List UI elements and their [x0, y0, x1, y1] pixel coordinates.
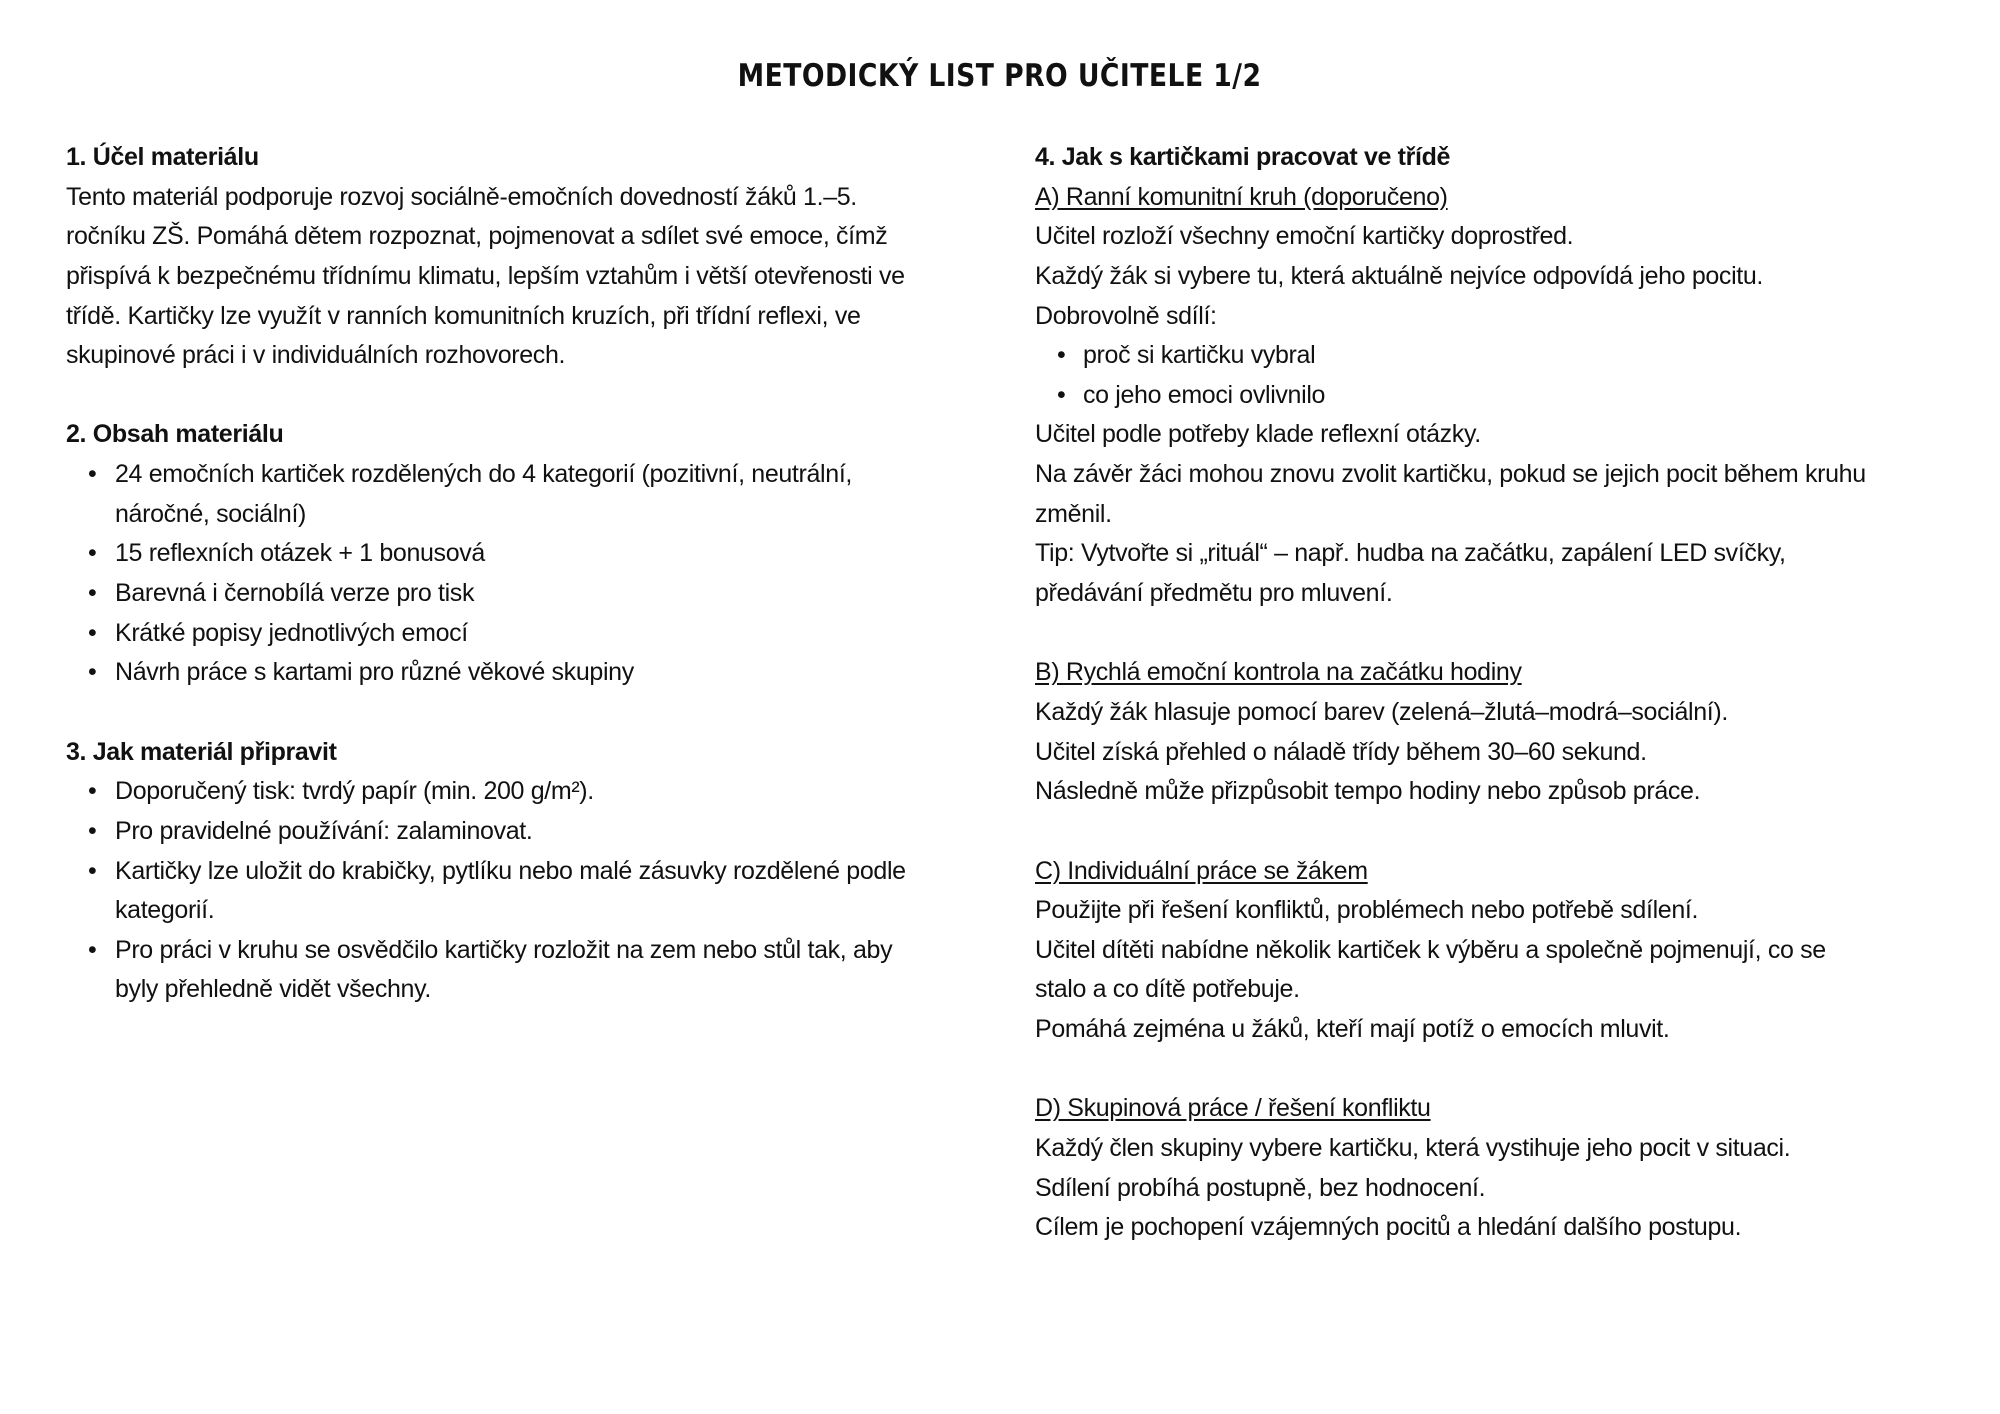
spacer	[1035, 1050, 1975, 1090]
list-item	[66, 534, 986, 574]
paragraph-line: Pomáhá zejména u žáků, kteří mají potíž o emocích mluvit.	[1035, 1015, 1670, 1044]
list-item	[66, 852, 986, 892]
paragraph-line: Sdílení probíhá postupně, bez hodnocení.	[1035, 1173, 1486, 1202]
list-item-text: Kartičky lze uložit do krabičky, pytlíku nebo malé zásuvky rozdělené podle	[115, 856, 906, 885]
paragraph-line: změnil.	[1035, 499, 1112, 528]
spacer	[1035, 614, 1975, 654]
subheading-d: D) Skupinová práce / řešení konfliktu	[1035, 1094, 1431, 1123]
list-item-text: Pro práci v kruhu se osvědčilo kartičky rozložit na zem nebo stůl tak, aby	[115, 935, 893, 964]
list-item	[66, 614, 986, 654]
list-item-text: co jeho emoci ovlivnilo	[1083, 380, 1326, 409]
left-column	[66, 138, 986, 1010]
tip-line: předávání předmětu pro mluvení.	[1035, 579, 1393, 608]
spacer	[1035, 812, 1975, 852]
bullet-icon: •	[88, 579, 97, 608]
list-item-continuation: byly přehledně vidět všechny.	[115, 975, 431, 1004]
paragraph-line: Dobrovolně sdílí:	[1035, 301, 1217, 330]
bullet-icon: •	[1057, 380, 1066, 409]
paragraph-line: Učitel podle potřeby klade reflexní otázky.	[1035, 420, 1481, 449]
subheading-b: B) Rychlá emoční kontrola na začátku hodiny	[1035, 658, 1522, 687]
paragraph-line: třídě. Kartičky lze využít v ranních komunitních kruzích, při třídní reflexi, ve	[66, 301, 861, 330]
paragraph-line: Každý žák hlasuje pomocí barev (zelená–žlutá–modrá–sociální).	[1035, 697, 1728, 726]
section-heading-purpose: 1. Účel materiálu	[66, 143, 259, 171]
list-item-text: Krátké popisy jednotlivých emocí	[115, 618, 468, 647]
paragraph-line: Na závěr žáci mohou znovu zvolit kartičku, pokud se jejich pocit během kruhu	[1035, 460, 1866, 489]
list-item-text: 15 reflexních otázek + 1 bonusová	[115, 539, 485, 568]
list-item-text: Návrh práce s kartami pro různé věkové skupiny	[115, 658, 634, 687]
bullet-icon: •	[88, 460, 97, 489]
paragraph-line: přispívá k bezpečnému třídnímu klimatu, lepším vztahům i větší otevřenosti ve	[66, 261, 905, 290]
list-item-continuation: náročné, sociální)	[115, 499, 307, 528]
paragraph-line: ročníku ZŠ. Pomáhá dětem rozpoznat, pojmenovat a sdílet své emoce, čímž	[66, 222, 888, 251]
paragraph-line: stalo a co dítě potřebuje.	[1035, 975, 1300, 1004]
subheading-c: C) Individuální práce se žákem	[1035, 856, 1368, 885]
list-item-text: proč si kartičku vybral	[1083, 341, 1316, 370]
list-item-text: 24 emočních kartiček rozdělených do 4 kategorií (pozitivní, neutrální,	[115, 460, 853, 489]
list-item-text: Doporučený tisk: tvrdý papír (min. 200 g/m²).	[115, 777, 594, 806]
list-item-text: Barevná i černobílá verze pro tisk	[115, 579, 475, 608]
right-column	[1035, 138, 1975, 1248]
section-heading-classroom: 4. Jak s kartičkami pracovat ve třídě	[1035, 143, 1451, 171]
page-title-text: METODICKÝ LIST PRO UČITELE 1/2	[738, 58, 1262, 94]
list-item	[1035, 336, 1975, 376]
list-item	[66, 931, 986, 971]
list-item	[1035, 376, 1975, 416]
bullet-icon: •	[88, 935, 97, 964]
list-item-text: Pro pravidelné používání: zalaminovat.	[115, 816, 533, 845]
list-item	[66, 812, 986, 852]
paragraph-line: Cílem je pochopení vzájemných pocitů a hledání dalšího postupu.	[1035, 1213, 1742, 1242]
paragraph-line: Použijte při řešení konfliktů, problémech nebo potřebě sdílení.	[1035, 896, 1699, 925]
paragraph-line: skupinové práci i v individuálních rozhovorech.	[66, 341, 566, 370]
paragraph-line: Každý člen skupiny vybere kartičku, která vystihuje jeho pocit v situaci.	[1035, 1134, 1791, 1163]
paragraph-line: Učitel rozloží všechny emoční kartičky doprostřed.	[1035, 222, 1574, 251]
bullet-icon: •	[88, 658, 97, 687]
section-heading-preparation: 3. Jak materiál připravit	[66, 737, 337, 766]
list-item	[66, 574, 986, 614]
bullet-icon: •	[88, 618, 97, 647]
tip-line: Tip: Vytvořte si „rituál“ – např. hudba na začátku, zapálení LED svíčky,	[1035, 539, 1786, 568]
list-item-continuation: kategorií.	[115, 896, 215, 925]
bullet-icon: •	[1057, 341, 1066, 370]
paragraph-line: Následně může přizpůsobit tempo hodiny nebo způsob práce.	[1035, 777, 1701, 806]
section-heading-contents: 2. Obsah materiálu	[66, 420, 284, 449]
paragraph-line: Každý žák si vybere tu, která aktuálně nejvíce odpovídá jeho pocitu.	[1035, 261, 1764, 290]
list-item	[66, 455, 986, 495]
list-item	[66, 653, 986, 693]
paragraph-line: Učitel dítěti nabídne několik kartiček k výběru a společně pojmenují, co se	[1035, 935, 1826, 964]
page-title	[0, 58, 2000, 94]
spacer	[66, 376, 986, 416]
paragraph-line: Učitel získá přehled o náladě třídy během 30–60 sekund.	[1035, 737, 1647, 766]
bullet-icon: •	[88, 856, 97, 885]
paragraph-line: Tento materiál podporuje rozvoj sociálně-emočních dovedností žáků 1.–5.	[66, 182, 857, 211]
bullet-icon: •	[88, 539, 97, 568]
spacer	[66, 693, 986, 733]
bullet-icon: •	[88, 777, 97, 806]
list-item	[66, 772, 986, 812]
subheading-a: A) Ranní komunitní kruh (doporučeno)	[1035, 182, 1448, 211]
bullet-icon: •	[88, 816, 97, 845]
